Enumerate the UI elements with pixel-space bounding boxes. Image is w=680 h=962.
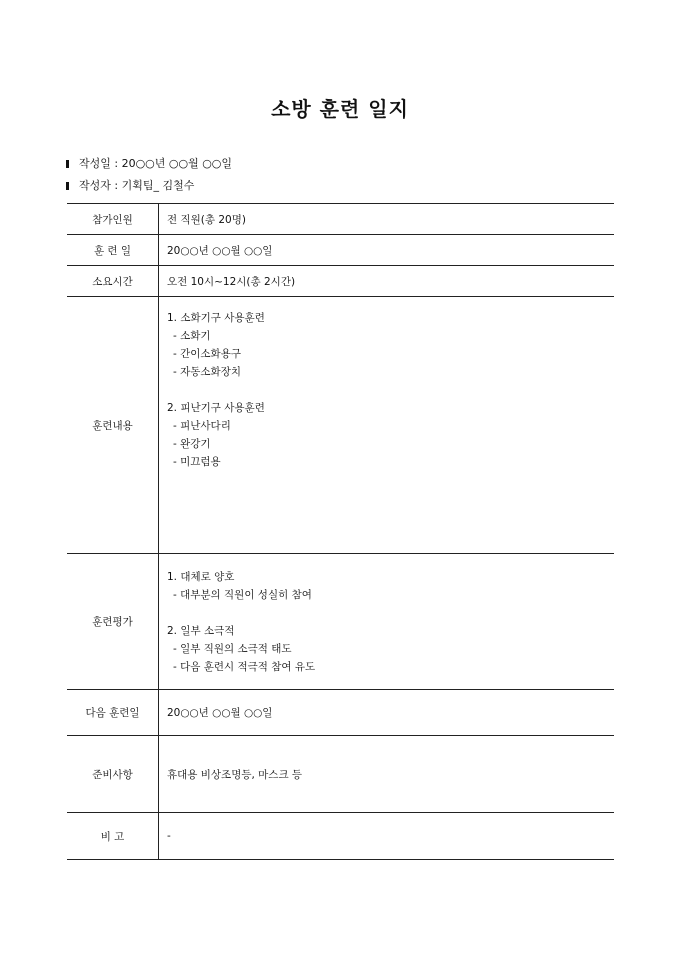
- content-value: [159, 297, 615, 554]
- preparation-label: 준비사항: [67, 736, 159, 813]
- participants-label: 참가인원: [67, 204, 159, 235]
- content-label: 훈련내용: [67, 297, 159, 554]
- table-row: [67, 690, 614, 736]
- bullet-icon: [66, 182, 69, 190]
- table-row: [67, 204, 614, 235]
- list-item: - 다음 훈련시 적극적 참여 유도: [173, 660, 316, 673]
- next-training-value: 20○○년 ○○월 ○○일: [159, 690, 615, 736]
- table-row: [67, 297, 614, 554]
- training-log-table: [67, 203, 614, 860]
- table-row: [67, 266, 614, 297]
- list-item: - 일부 직원의 소극적 태도: [173, 642, 292, 655]
- evaluation-label: 훈련평가: [67, 554, 159, 690]
- preparation-value: 휴대용 비상조명등, 마스크 등: [159, 736, 615, 813]
- participants-value: 전 직원(총 20명): [159, 204, 615, 235]
- duration-label: 소요시간: [67, 266, 159, 297]
- list-item: - 미끄럼용: [173, 456, 221, 468]
- meta-author-text: 작성자 : 기획팀_ 김철수: [79, 179, 195, 192]
- document-title: 소방 훈련 일지: [271, 97, 409, 121]
- meta-date-text: 작성일 : 20○○년 ○○월 ○○일: [79, 157, 233, 170]
- evaluation-value: [159, 554, 615, 690]
- list-item: - 자동소화장치: [173, 366, 241, 378]
- list-item: - 대부분의 직원이 성실히 참여: [173, 588, 312, 601]
- bullet-icon: [66, 160, 69, 168]
- list-item: - 피난사다리: [173, 420, 231, 432]
- table-row: [67, 736, 614, 813]
- training-date-value: 20○○년 ○○월 ○○일: [159, 235, 615, 266]
- next-training-label: 다음 훈련일: [67, 690, 159, 736]
- table-row: [67, 235, 614, 266]
- evaluation-section2-title: 2. 일부 소극적: [167, 624, 235, 637]
- table-row: [67, 554, 614, 690]
- remarks-label: 비 고: [67, 813, 159, 860]
- list-item: - 완강기: [173, 438, 211, 450]
- evaluation-section1-title: 1. 대체로 양호: [167, 570, 235, 583]
- content-section2-title: 2. 피난기구 사용훈련: [167, 402, 265, 414]
- list-item: - 소화기: [173, 330, 211, 342]
- training-date-label: 훈 련 일: [67, 235, 159, 266]
- meta-date: [66, 157, 232, 171]
- duration-value: 오전 10시~12시(총 2시간): [159, 266, 615, 297]
- table-row: [67, 813, 614, 860]
- list-item: - 간이소화용구: [173, 348, 241, 360]
- remarks-value: -: [159, 813, 615, 860]
- content-section1-title: 1. 소화기구 사용훈련: [167, 312, 265, 324]
- meta-author: [66, 179, 194, 193]
